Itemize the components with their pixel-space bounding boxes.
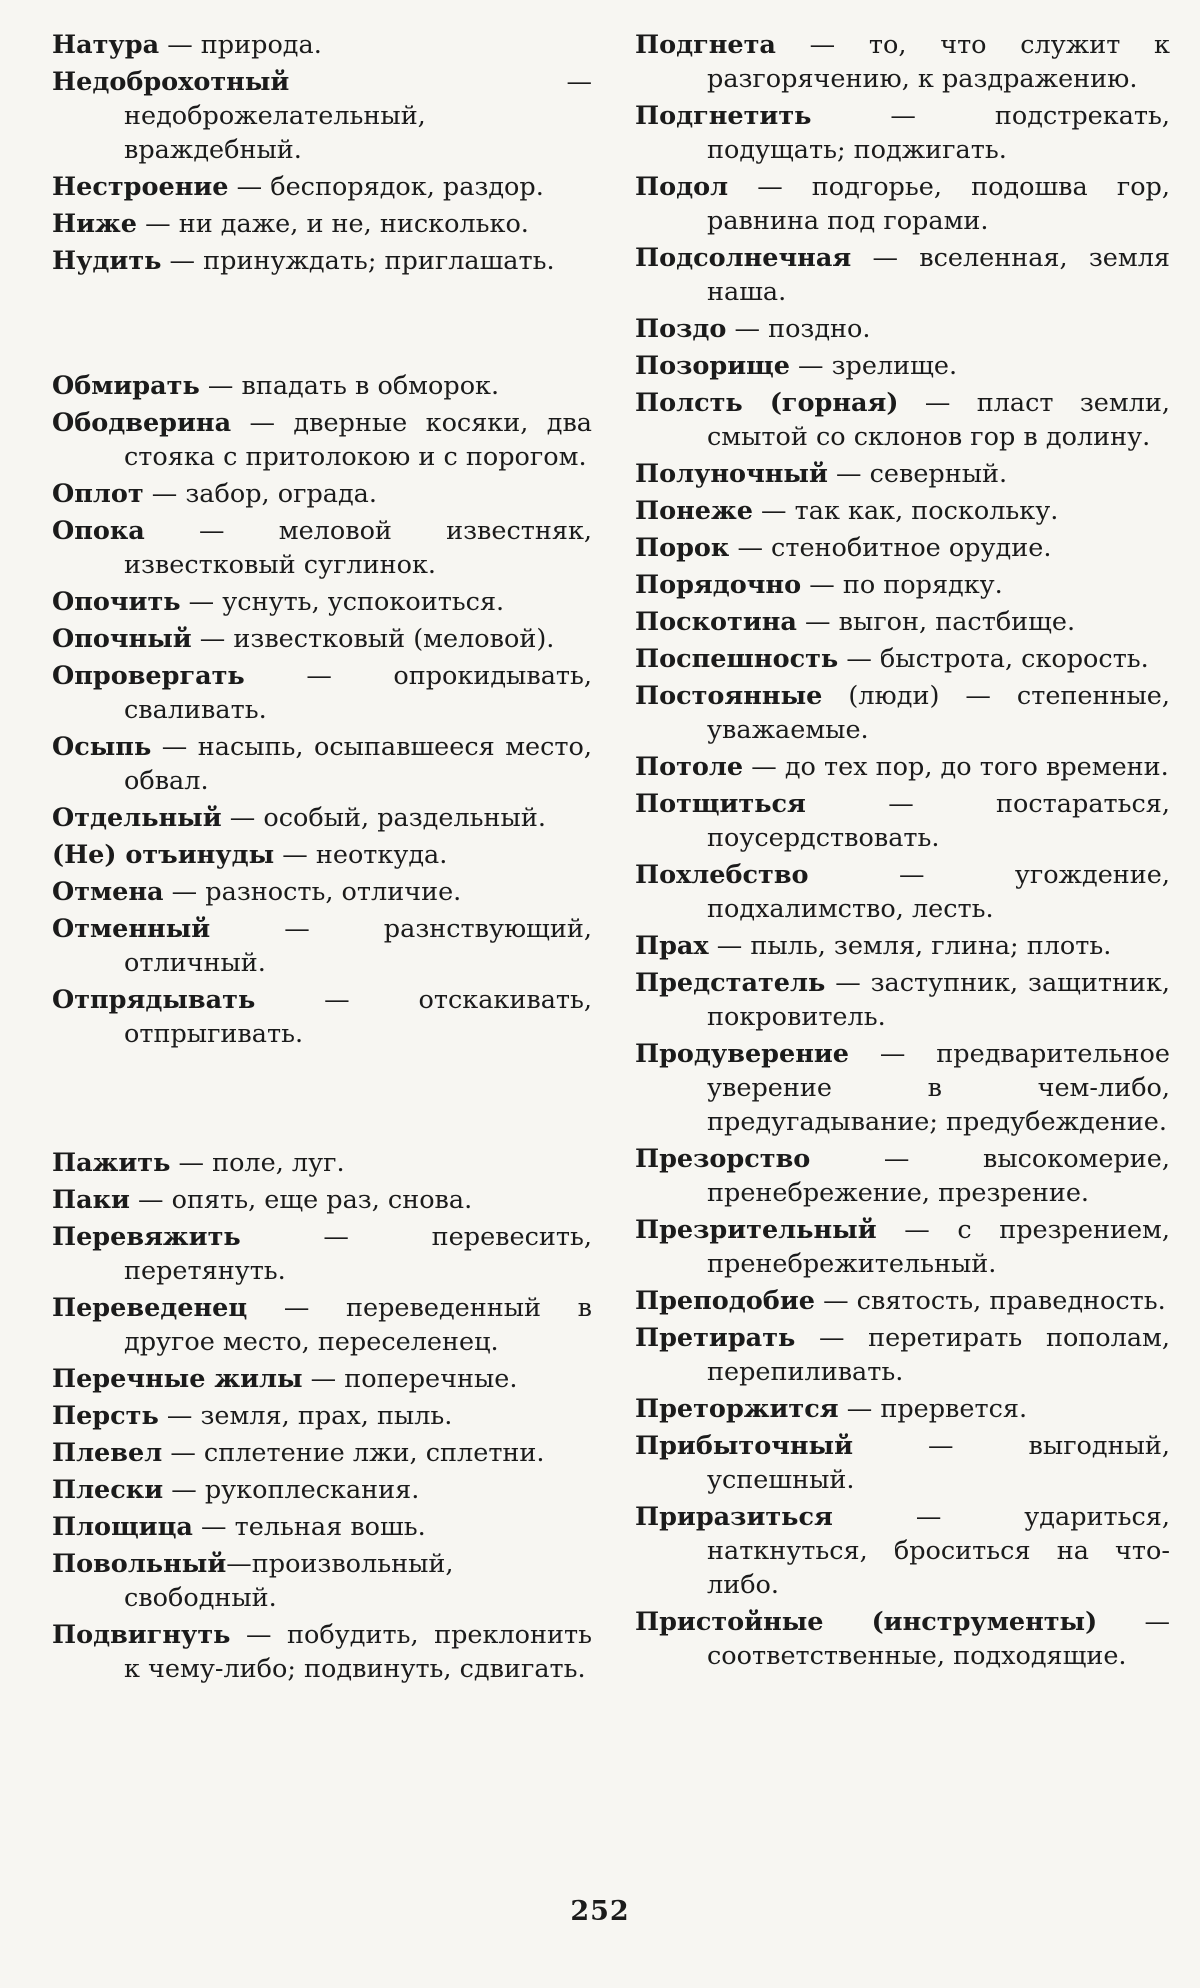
entry-headword: Обмирать: [52, 371, 200, 401]
dictionary-entry: [52, 1618, 592, 1686]
entry-headword: (Не) отъинуды: [52, 840, 275, 870]
entry-definition: — с презрением, пренебрежительный.: [707, 1215, 1170, 1279]
dictionary-entry: [635, 241, 1170, 309]
entry-definition: — подгорье, подошва гор, равнина под горами.: [707, 172, 1170, 236]
dictionary-entry: [635, 1429, 1170, 1497]
entry-group-right: [635, 28, 1170, 1673]
entry-definition: — зрелище.: [789, 351, 958, 381]
entry-headword: Ободверина: [52, 408, 232, 438]
entry-headword: Поскотина: [635, 607, 797, 637]
dictionary-entry: [52, 477, 592, 511]
entry-headword: Отмена: [52, 877, 164, 907]
entry-definition: — прервется.: [838, 1394, 1028, 1424]
entry-definition: — насыпь, осыпавшееся место, обвал.: [124, 732, 592, 796]
entry-group-n: [52, 28, 592, 278]
dictionary-entry: [52, 369, 592, 403]
dictionary-entry: [635, 605, 1170, 639]
entry-headword: Перечные жилы: [52, 1364, 303, 1394]
entry-definition: — по порядку.: [801, 570, 1003, 600]
entry-headword: Нестроение: [52, 172, 229, 202]
dictionary-entry: [635, 1605, 1170, 1673]
entry-headword: Прибыточный: [635, 1431, 854, 1461]
entry-headword: Преподобие: [635, 1286, 815, 1316]
entry-headword: Перевяжить: [52, 1222, 241, 1252]
dictionary-entry: [52, 801, 592, 835]
entry-headword: Приразиться: [635, 1502, 833, 1532]
dictionary-entry: [52, 838, 592, 872]
left-column: [52, 28, 592, 1689]
dictionary-entry: [635, 1213, 1170, 1281]
entry-definition: — дверные косяки, два стояка с притолокою и с порогом.: [124, 408, 592, 472]
entry-definition: — поперечные.: [302, 1364, 518, 1394]
entry-headword: Осыпь: [52, 732, 152, 762]
dictionary-entry: [52, 28, 592, 62]
entry-definition: — до тех пор, до того времени.: [743, 752, 1169, 782]
entry-definition: — высокомерие, пренебрежение, презрение.: [707, 1144, 1170, 1208]
dictionary-entry: [52, 1291, 592, 1359]
entry-definition: — меловой известняк, известковый суглинок.: [124, 516, 592, 580]
entry-definition: — тельная вошь.: [192, 1512, 426, 1542]
entry-headword: Опочный: [52, 624, 192, 654]
entry-headword: Пристойные (инструменты): [635, 1607, 1098, 1637]
dictionary-entry: [52, 170, 592, 204]
dictionary-entry: [52, 875, 592, 909]
dictionary-entry: [635, 568, 1170, 602]
entry-definition: — пласт земли, смытой со склонов гор в долину.: [707, 388, 1170, 452]
entry-headword: Порок: [635, 533, 730, 563]
entry-headword: Нудить: [52, 246, 162, 276]
dictionary-entry: [635, 1392, 1170, 1426]
dictionary-entry: [635, 312, 1170, 346]
entry-definition: — впадать в обморок.: [199, 371, 500, 401]
entry-headword: Подгнетить: [635, 101, 812, 131]
entry-headword: Поздо: [635, 314, 727, 344]
entry-headword: Презорство: [635, 1144, 811, 1174]
entry-definition: — ни даже, и не, нисколько.: [136, 209, 529, 239]
entry-definition: — постараться, поусердствовать.: [707, 789, 1170, 853]
dictionary-entry: [52, 1220, 592, 1288]
dictionary-entry: [635, 99, 1170, 167]
dictionary-entry: [635, 457, 1170, 491]
dictionary-entry: [635, 858, 1170, 926]
entry-definition: — беспорядок, раздор.: [228, 172, 544, 202]
dictionary-entry: [52, 659, 592, 727]
entry-definition: — вселенная, земля наша.: [707, 243, 1170, 307]
dictionary-entry: [635, 750, 1170, 784]
dictionary-entry: [52, 1146, 592, 1180]
entry-definition: — забор, ограда.: [143, 479, 377, 509]
entry-definition: — пыль, земля, глина; плоть.: [708, 931, 1112, 961]
entry-definition: — разность, отличие.: [163, 877, 462, 907]
dictionary-entry: [635, 1037, 1170, 1139]
dictionary-entry: [52, 1473, 592, 1507]
entry-definition: — выгодный, успешный.: [707, 1431, 1170, 1495]
section-gap: [52, 1054, 592, 1146]
entry-headword: Позорище: [635, 351, 790, 381]
entry-definition: — рукоплескания.: [163, 1475, 420, 1505]
entry-definition: — выгон, пастбище.: [796, 607, 1076, 637]
entry-definition: — принуждать; приглашать.: [161, 246, 555, 276]
dictionary-entry: [635, 1284, 1170, 1318]
dictionary-entry: [52, 1399, 592, 1433]
entry-definition: — подстрекать, подущать; поджигать.: [707, 101, 1170, 165]
entry-headword: Персть: [52, 1401, 159, 1431]
entry-definition: — природа.: [159, 30, 322, 60]
entry-definition: — известковый (меловой).: [191, 624, 555, 654]
entry-definition: — стенобитное орудие.: [729, 533, 1052, 563]
dictionary-entry: [635, 642, 1170, 676]
dictionary-entry: [635, 494, 1170, 528]
entry-definition: — опять, еще раз, снова.: [129, 1185, 473, 1215]
entry-definition: — недоброжелательный, враждебный.: [124, 67, 592, 165]
dictionary-entry: [52, 514, 592, 582]
entry-headword: Плевел: [52, 1438, 163, 1468]
dictionary-entry: [635, 1500, 1170, 1602]
entry-headword: Продуверение: [635, 1039, 850, 1069]
entry-headword: Переведенец: [52, 1293, 248, 1323]
entry-definition: — соответственные, подходящие.: [707, 1607, 1170, 1671]
entry-headword: Порядочно: [635, 570, 802, 600]
section-gap: [52, 281, 592, 369]
dictionary-entry: [52, 585, 592, 619]
entry-definition: — разнствующий, отличный.: [124, 914, 592, 978]
dictionary-entry: [52, 1362, 592, 1396]
dictionary-entry: [52, 622, 592, 656]
entry-headword: Потщиться: [635, 789, 806, 819]
entry-definition: — святость, праведность.: [814, 1286, 1166, 1316]
entry-headword: Потоле: [635, 752, 744, 782]
entry-headword: Отдельный: [52, 803, 222, 833]
entry-headword: Натура: [52, 30, 160, 60]
dictionary-entry: [52, 207, 592, 241]
entry-definition: — поле, луг.: [170, 1148, 345, 1178]
dictionary-entry: [635, 170, 1170, 238]
entry-definition: — уснуть, успокоиться.: [180, 587, 505, 617]
entry-headword: Плески: [52, 1475, 164, 1505]
entry-definition: — переведенный в другое место, переселенец.: [124, 1293, 592, 1357]
entry-definition: — перевесить, перетянуть.: [124, 1222, 592, 1286]
entry-headword: Подсолнечная: [635, 243, 852, 273]
entry-definition: — неоткуда.: [274, 840, 448, 870]
entry-definition: — заступник, защитник, покровитель.: [707, 968, 1170, 1032]
entry-definition: — удариться, наткнуться, броситься на что-либо.: [707, 1502, 1170, 1600]
entry-headword: Подгнета: [635, 30, 776, 60]
entry-definition: — опрокидывать, сваливать.: [124, 661, 592, 725]
entry-headword: Понеже: [635, 496, 753, 526]
dictionary-entry: [52, 983, 592, 1051]
dictionary-entry: [52, 912, 592, 980]
entry-headword: Оплот: [52, 479, 144, 509]
entry-headword: Предстатель: [635, 968, 826, 998]
entry-definition: — сплетение лжи, сплетни.: [162, 1438, 545, 1468]
entry-definition: — поздно.: [726, 314, 871, 344]
page-number: 252: [570, 1896, 630, 1927]
right-column: [635, 28, 1170, 1676]
dictionary-entry: [635, 28, 1170, 96]
dictionary-entry: [635, 787, 1170, 855]
entry-headword: Опочить: [52, 587, 181, 617]
dictionary-entry: [52, 1510, 592, 1544]
entry-headword: Пажить: [52, 1148, 171, 1178]
dictionary-entry: [635, 966, 1170, 1034]
dictionary-entry: [52, 1183, 592, 1217]
dictionary-entry: [52, 1547, 592, 1615]
entry-headword: Подвигнуть: [52, 1620, 231, 1650]
entry-definition: — отскакивать, отпрыгивать.: [124, 985, 592, 1049]
dictionary-entry: [635, 349, 1170, 383]
entry-headword: Постоянные: [635, 681, 823, 711]
entry-headword: Подол: [635, 172, 729, 202]
dictionary-entry: [52, 406, 592, 474]
entry-headword: Претирать: [635, 1323, 796, 1353]
dictionary-entry: [635, 1142, 1170, 1210]
entry-definition: — побудить, преклонить к чему-либо; подвинуть, сдвигать.: [124, 1620, 592, 1684]
dictionary-entry: [52, 65, 592, 167]
dictionary-entry: [52, 244, 592, 278]
entry-definition: — угождение, подхалимство, лесть.: [707, 860, 1170, 924]
entry-headword: Повольный: [52, 1549, 227, 1579]
entry-definition: (люди) — степенные, уважаемые.: [707, 681, 1170, 745]
entry-headword: Поспешность: [635, 644, 839, 674]
dictionary-entry: [635, 1321, 1170, 1389]
entry-definition: — то, что служит к разгорячению, к раздражению.: [707, 30, 1170, 94]
entry-headword: Ниже: [52, 209, 137, 239]
entry-headword: Площица: [52, 1512, 193, 1542]
dictionary-entry: [52, 730, 592, 798]
entry-headword: Прах: [635, 931, 709, 961]
entry-definition: — так как, поскольку.: [752, 496, 1059, 526]
entry-group-p: [52, 1146, 592, 1686]
dictionary-entry: [635, 679, 1170, 747]
dictionary-entry: [635, 531, 1170, 565]
entry-headword: Опока: [52, 516, 145, 546]
entry-headword: Отпрядывать: [52, 985, 256, 1015]
entry-headword: Похлебство: [635, 860, 809, 890]
entry-definition: — перетирать пополам, перепиливать.: [707, 1323, 1170, 1387]
entry-headword: Отменный: [52, 914, 211, 944]
dictionary-entry: [52, 1436, 592, 1470]
entry-definition: — особый, раздельный.: [221, 803, 546, 833]
entry-definition: — быстрота, скорость.: [838, 644, 1149, 674]
entry-headword: Презрительный: [635, 1215, 877, 1245]
entry-definition: — предварительное уверение в чем-либо, предугадывание; предубеждение.: [707, 1039, 1170, 1137]
entry-headword: Полсть (горная): [635, 388, 899, 418]
dictionary-entry: [635, 386, 1170, 454]
dictionary-entry: [635, 929, 1170, 963]
entry-headword: Недоброхотный: [52, 67, 290, 97]
entry-headword: Паки: [52, 1185, 130, 1215]
entry-definition: —произвольный, свободный.: [124, 1549, 454, 1613]
entry-group-o: [52, 369, 592, 1051]
entry-headword: Преторжится: [635, 1394, 839, 1424]
entry-headword: Полуночный: [635, 459, 828, 489]
entry-definition: — северный.: [827, 459, 1008, 489]
entry-definition: — земля, прах, пыль.: [158, 1401, 453, 1431]
entry-headword: Опровергать: [52, 661, 245, 691]
